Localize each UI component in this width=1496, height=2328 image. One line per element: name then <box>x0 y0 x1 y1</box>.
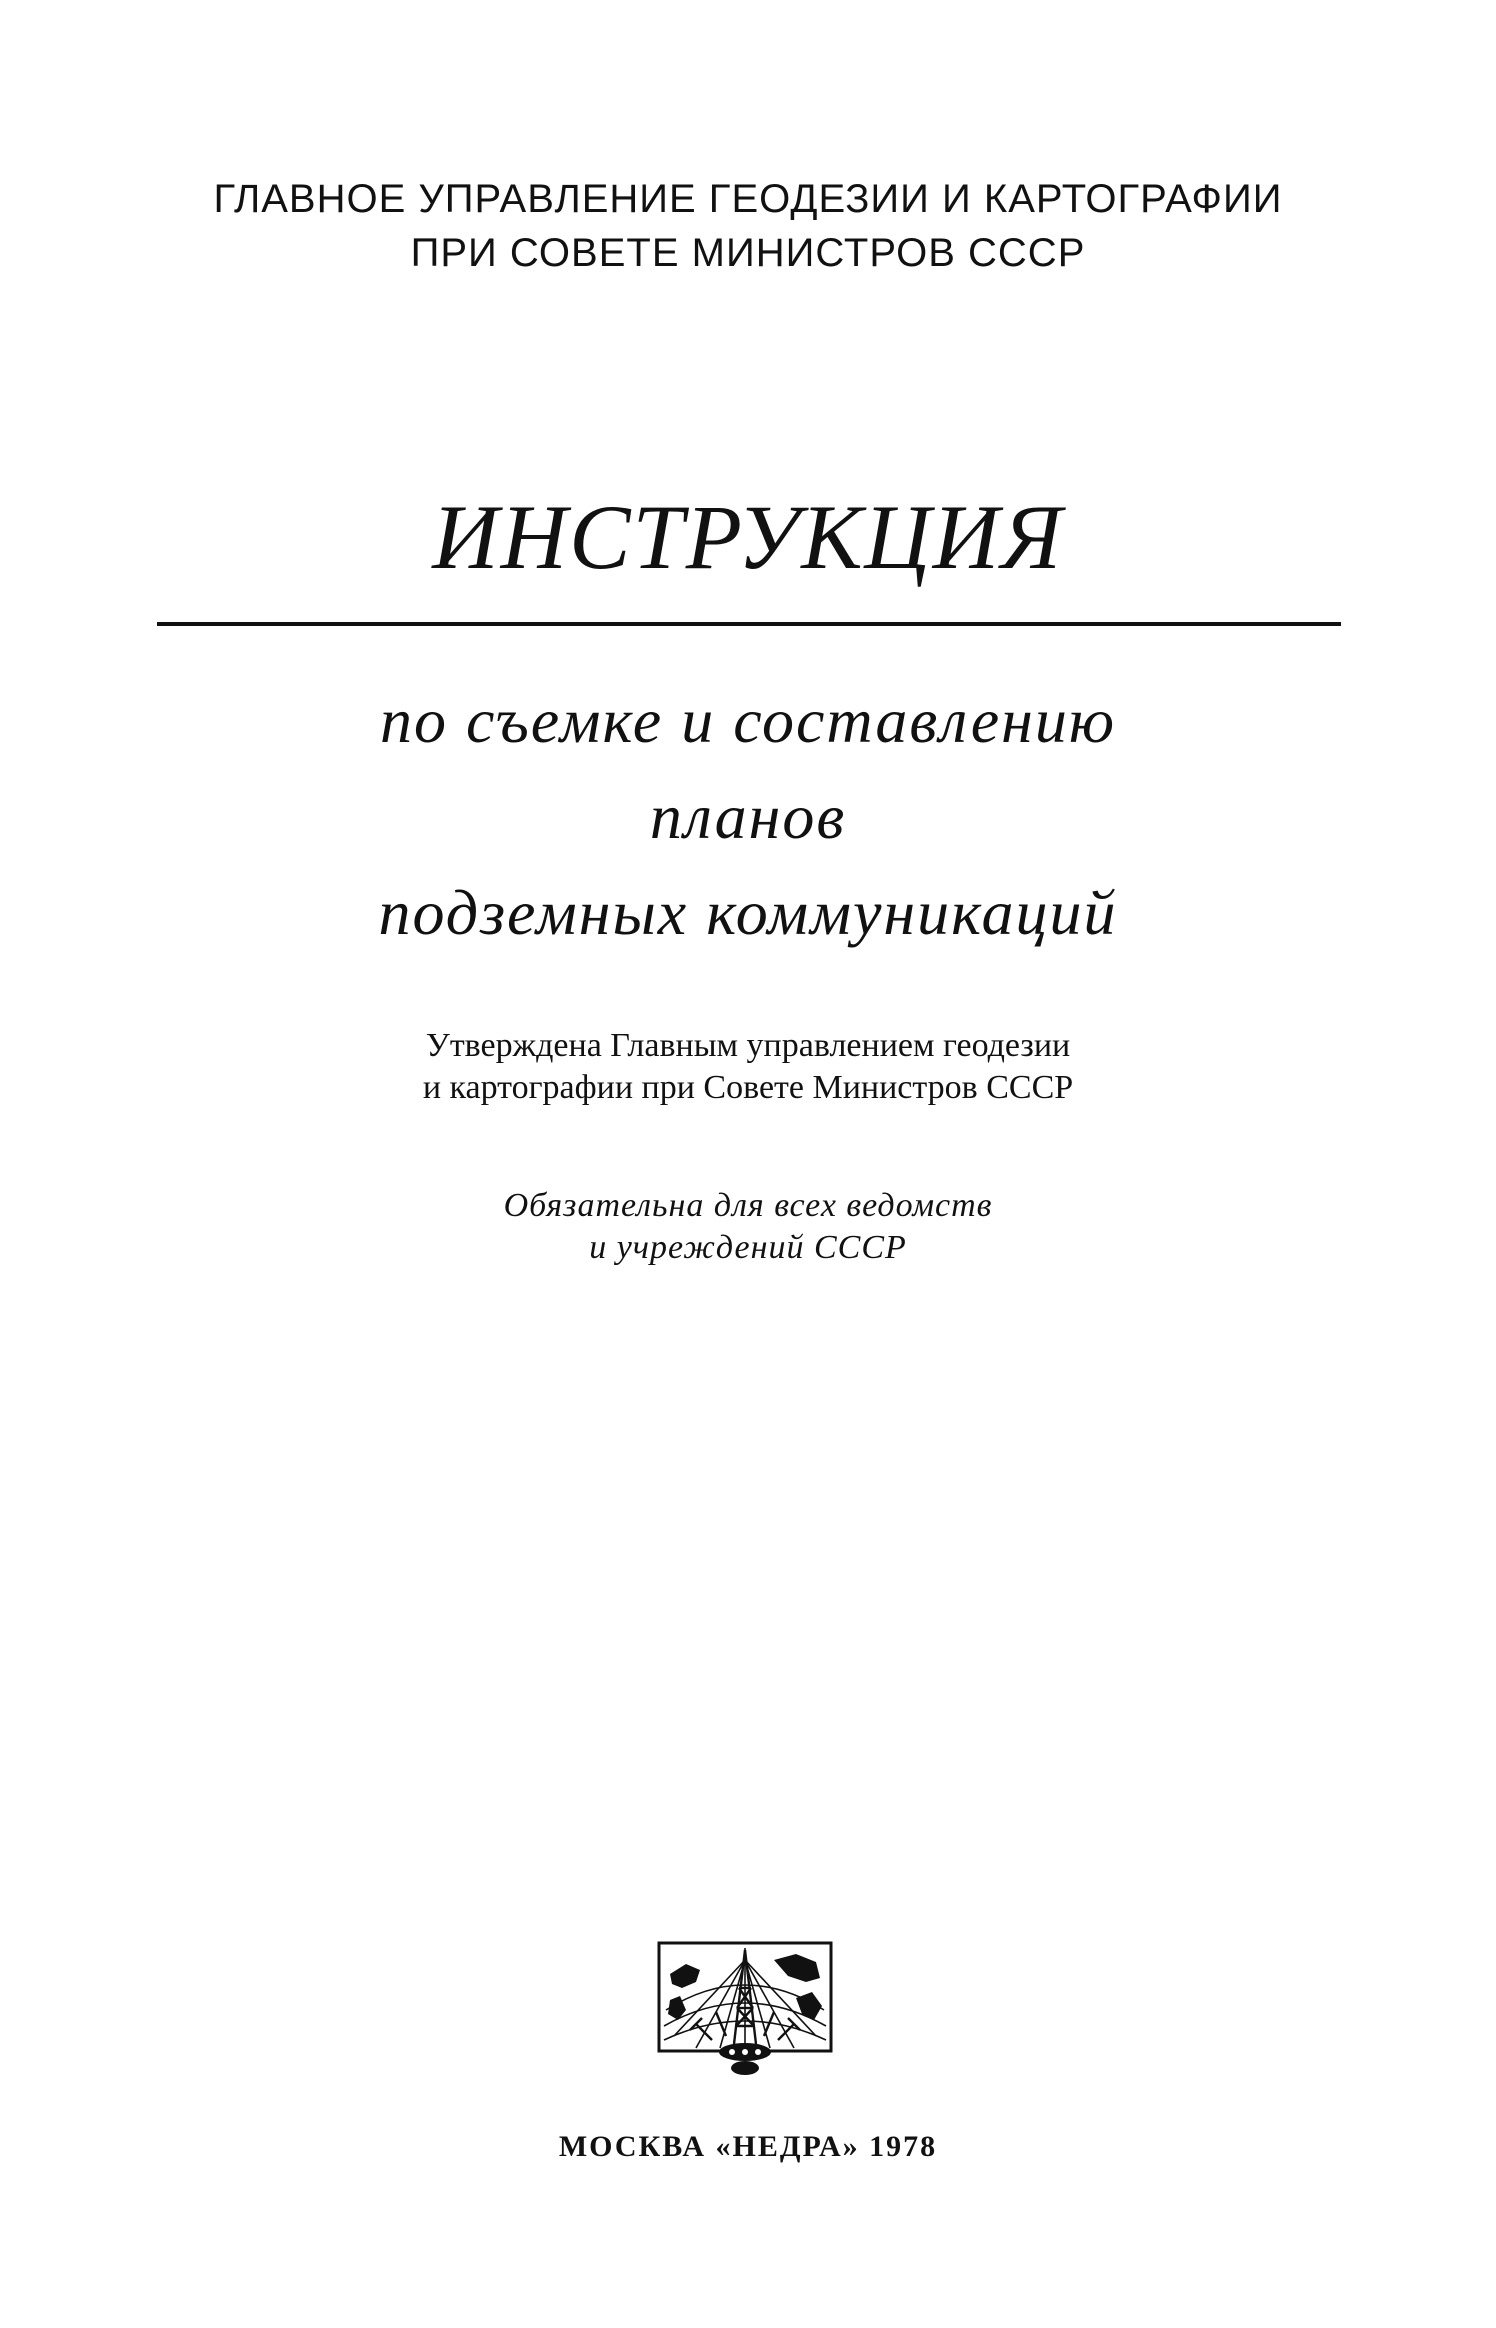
approval-note <box>0 1025 1496 1109</box>
mandatory-note <box>0 1185 1496 1269</box>
mandatory-line-1: Обязательна для всех ведомств <box>503 1187 993 1224</box>
nedra-publisher-emblem-icon <box>656 1940 834 2088</box>
subtitle-line-1: по съемке и составлению <box>380 685 1116 756</box>
organization-line-2: ПРИ СОВЕТЕ МИНИСТРОВ СССР <box>410 231 1086 275</box>
approval-line-2: и картографии при Совете Министров СССР <box>422 1069 1074 1106</box>
approval-line-1: Утверждена Главным управлением геодезии <box>425 1027 1071 1064</box>
publisher-imprint: МОСКВА «НЕДРА» 1978 <box>558 2130 938 2163</box>
subtitle-line-3: подземных коммуникаций <box>378 877 1118 948</box>
document-subtitle <box>0 673 1496 961</box>
document-title: ИНСТРУКЦИЯ <box>432 486 1064 588</box>
organization-line-1: ГЛАВНОЕ УПРАВЛЕНИЕ ГЕОДЕЗИИ И КАРТОГРАФИИ <box>213 177 1283 221</box>
mandatory-line-2: и учреждений СССР <box>589 1229 907 1266</box>
organization-heading <box>0 172 1496 280</box>
title-divider <box>157 622 1341 626</box>
subtitle-line-2: планов <box>649 781 847 852</box>
